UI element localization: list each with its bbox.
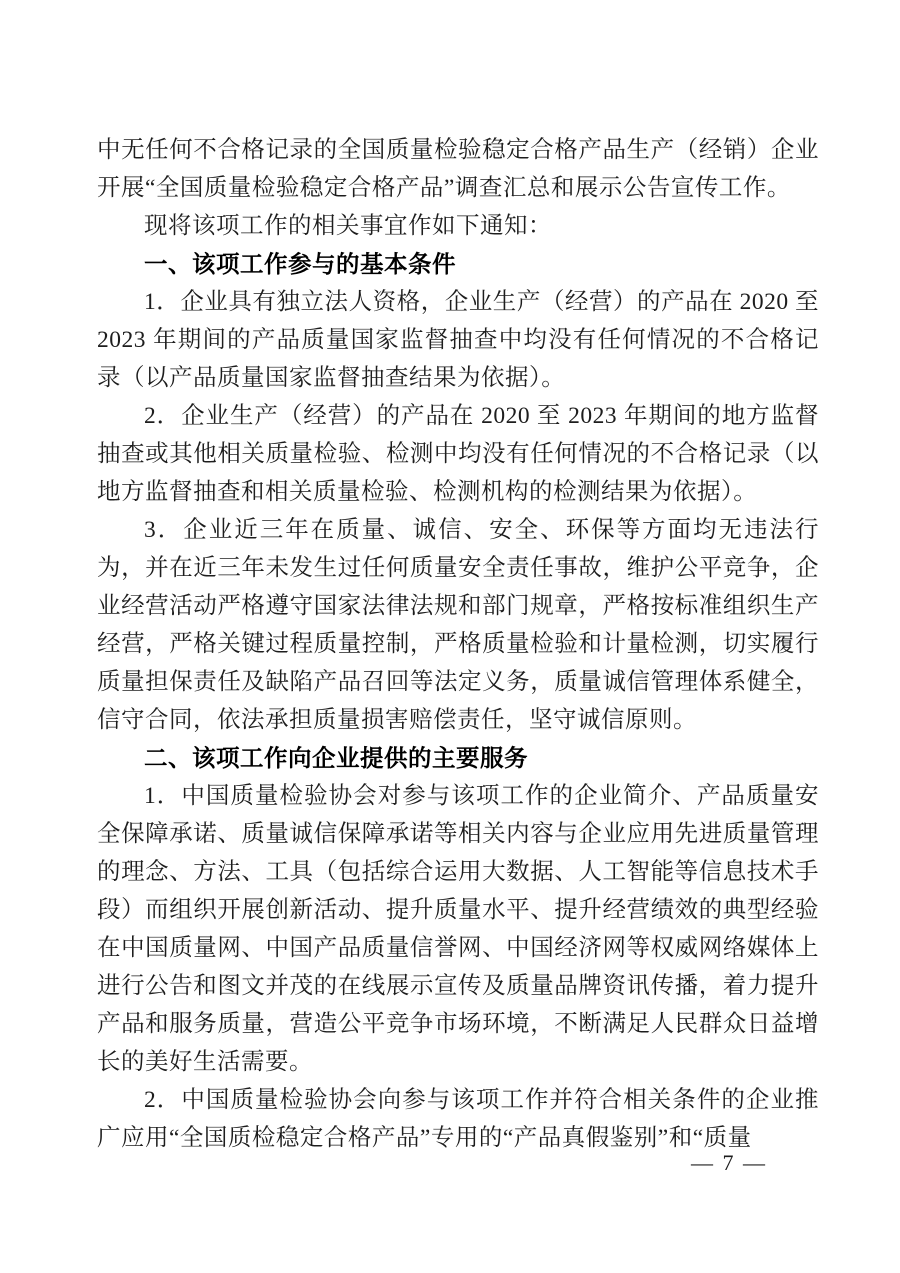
section-heading-2-main-services: 二、该项工作向企业提供的主要服务 xyxy=(144,745,528,771)
paragraph-continued-from-previous-page: 中无任何不合格记录的全国质量检验稳定合格产品生产（经销）企业开展“全国质量检验稳定合格产品”调查汇总和展示公告宣传工作。 xyxy=(97,137,819,201)
document-text-block xyxy=(97,131,819,1157)
paragraph-condition-2: 2．企业生产（经营）的产品在 2020 至 2023 年期间的地方监督抽查或其他相关质量检验、检测中均没有任何情况的不合格记录（以地方监督抽查和相关质量检验、检测机构的检测结果为依据）。 xyxy=(97,403,819,505)
paragraph-service-1: 1．中国质量检验协会对参与该项工作的企业简介、产品质量安全保障承诺、质量诚信保障承诺等相关内容与企业应用先进质量管理的理念、方法、工具（包括综合运用大数据、人工智能等信息技术手段）而组织开展创新活动、提升质量水平、提升经营绩效的典型经验在中国质量网、中国产品质量信誉网、中国经济网等权威网络媒体上进行公告和图文并茂的在线展示宣传及质量品牌资讯传播，着力提升产品和服务质量，营造公平竞争市场环境，不断满足人民群众日益增长的美好生活需要。 xyxy=(97,783,819,1075)
paragraph-condition-1: 1．企业具有独立法人资格，企业生产（经营）的产品在 2020 至 2023 年期间的产品质量国家监督抽查中均没有任何情况的不合格记录（以产品质量国家监督抽查结果为依据）。 xyxy=(97,289,819,391)
paragraph-notice-intro: 现将该项工作的相关事宜作如下通知： xyxy=(144,213,552,239)
section-heading-1-basic-conditions: 一、该项工作参与的基本条件 xyxy=(144,251,456,277)
page-number: — 7 — xyxy=(691,1150,767,1175)
paragraph-service-2-truncated: 2．中国质量检验协会向参与该项工作并符合相关条件的企业推广应用“全国质检稳定合格产品”专用的“产品真假鉴别”和“质量 xyxy=(97,1087,819,1151)
paragraph-condition-3: 3．企业近三年在质量、诚信、安全、环保等方面均无违法行为，并在近三年未发生过任何质量安全责任事故，维护公平竞争，企业经营活动严格遵守国家法律法规和部门规章，严格按标准组织生产经营，严格关键过程质量控制，严格质量检验和计量检测，切实履行质量担保责任及缺陷产品召回等法定义务，质量诚信管理体系健全，信守合同，依法承担质量损害赔偿责任，坚守诚信原则。 xyxy=(97,517,819,733)
